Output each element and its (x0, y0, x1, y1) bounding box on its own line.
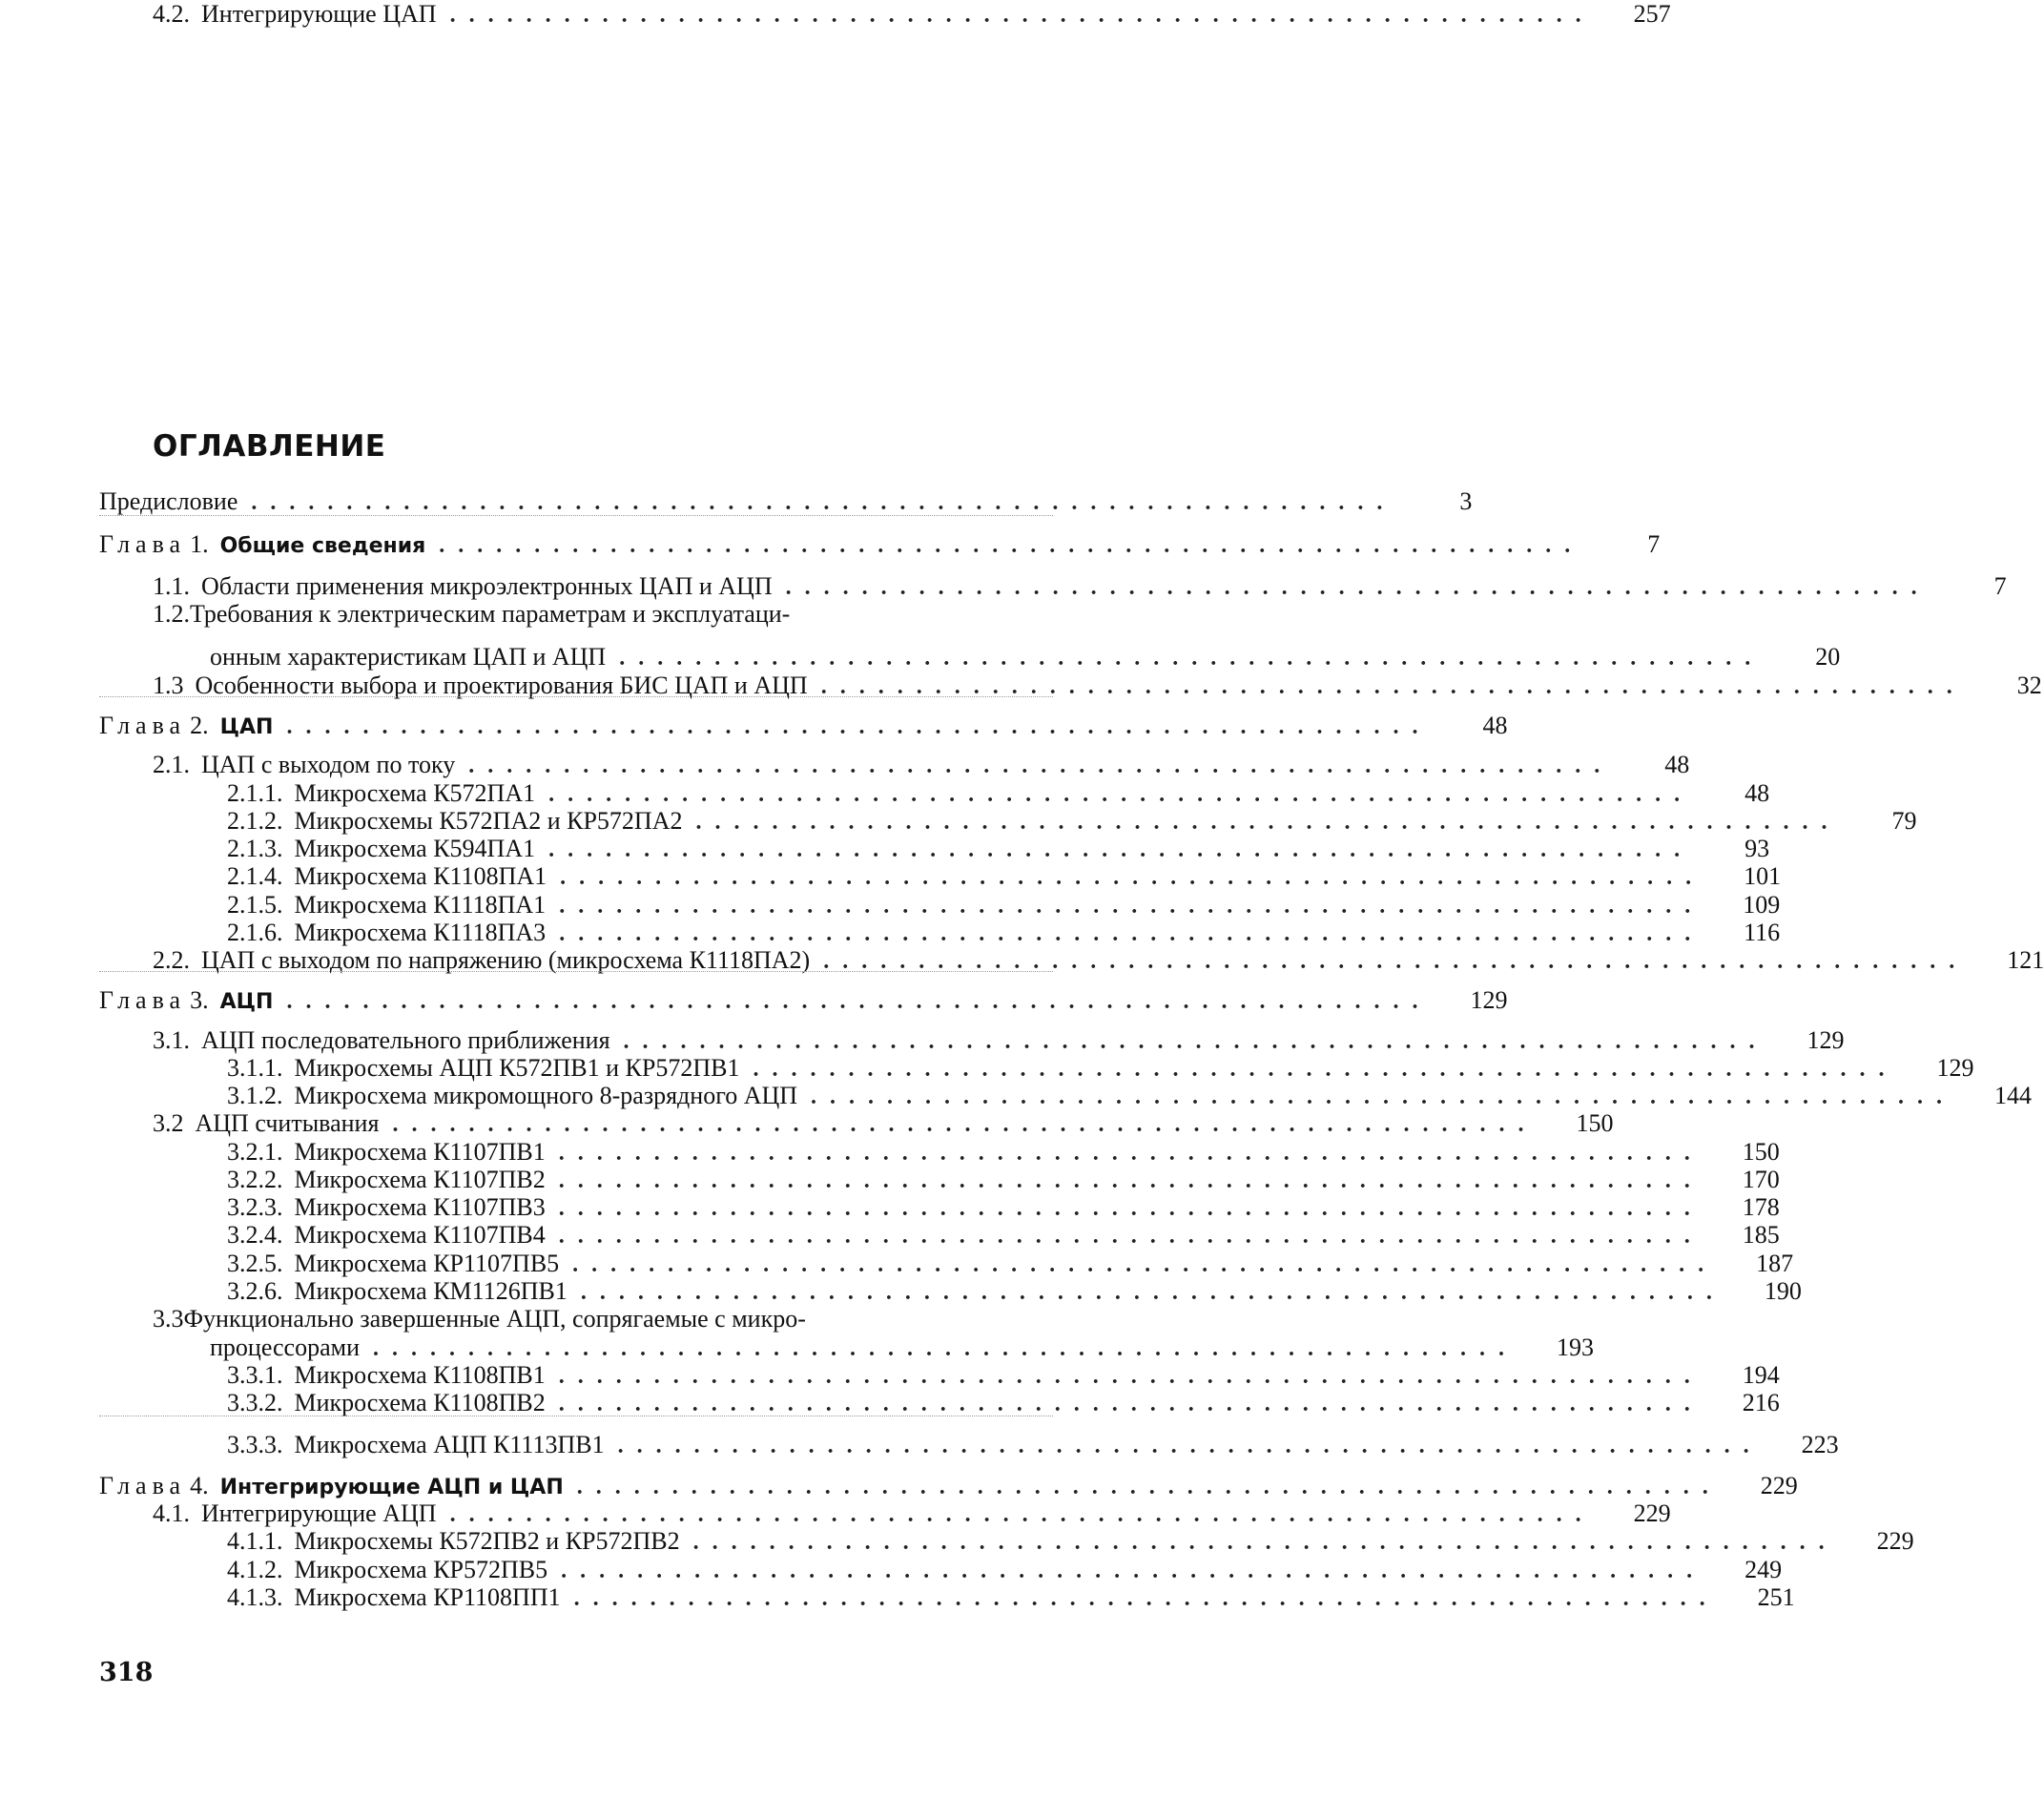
toc-entry-line (153, 600, 790, 629)
toc-entry[interactable] (99, 1361, 1780, 1390)
toc-entry-page: 170 (1742, 1166, 1780, 1193)
toc-entry-number: 3.1.2. (227, 1082, 283, 1109)
toc-entry[interactable] (99, 1082, 2033, 1110)
toc-entry-title: АЦП (219, 990, 274, 1014)
toc-entry-number: 3.2.3. (227, 1193, 283, 1221)
toc-entry-title: Микросхема К1118ПА3 (294, 919, 547, 946)
toc-entry-title: Микросхема КР1107ПВ5 (294, 1250, 560, 1277)
toc-entry[interactable] (99, 1138, 1780, 1167)
toc-entry-title: Микросхема К1107ПВ4 (294, 1221, 546, 1249)
toc-entry[interactable] (99, 807, 1917, 836)
toc-entry-page: 109 (1743, 891, 1781, 919)
page-title: ОГЛАВЛЕНИЕ (153, 429, 386, 464)
toc-entry-title: Интегрирующие АЦП и ЦАП (219, 1476, 564, 1499)
toc-entry-title-continuation: процессорами (210, 1333, 361, 1361)
toc-entry-title: Интегрирующие ЦАП (201, 0, 437, 28)
toc-entry[interactable] (99, 1250, 1794, 1278)
toc-entry-page: 229 (1876, 1527, 1914, 1555)
toc-entry-number: 3.2.2. (227, 1166, 283, 1193)
toc-entry[interactable] (99, 751, 1690, 779)
toc-entry-page: 229 (1633, 1499, 1671, 1527)
toc-entry-page: 129 (1470, 986, 1508, 1014)
dot-leader: ............................................................ (558, 1224, 1703, 1249)
toc-entry-title: Микросхемы АЦП К572ПВ1 и КР572ПВ1 (294, 1054, 740, 1082)
section-separator (99, 971, 1053, 973)
toc-entry-title: Микросхема К572ПА1 (294, 779, 536, 807)
dot-leader: ............................................................ (572, 1252, 1718, 1277)
toc-entry-page: 48 (1745, 779, 1770, 807)
toc-entry-title: Микросхема К1108ПА1 (294, 862, 547, 890)
dot-leader: ............................................................ (548, 782, 1694, 807)
toc-entry-title: Микросхема К1107ПВ2 (294, 1166, 546, 1193)
toc-entry-title: Микросхема К1118ПА1 (294, 891, 547, 919)
dot-leader: ............................................................ (623, 1029, 1768, 1054)
chapter-label: Глава (99, 530, 187, 558)
toc-entry-number: 2. (190, 712, 209, 739)
toc-entry-title-continuation: онным характеристикам ЦАП и АЦП (210, 643, 607, 671)
chapter-label: Глава (99, 1472, 187, 1499)
toc-entry[interactable] (99, 1277, 1802, 1306)
toc-entry[interactable] (99, 835, 1770, 863)
dot-leader: ............................................................ (573, 1586, 1719, 1611)
toc-entry-page: 48 (1664, 751, 1690, 778)
toc-entry-page: 185 (1742, 1221, 1780, 1249)
toc-entry-title: Микросхема КР572ПВ5 (294, 1556, 548, 1583)
toc-entry-page: 116 (1744, 919, 1781, 946)
toc-entry-title: АЦП считывания (195, 1109, 380, 1137)
toc-entry-number: 3.3.3. (227, 1431, 283, 1458)
toc-entry-number: 4.1.1. (227, 1527, 283, 1555)
toc-entry-page: 216 (1742, 1389, 1780, 1416)
toc-entry-number: 4.1.3. (227, 1583, 283, 1611)
toc-entry-page: 251 (1757, 1583, 1795, 1611)
dot-leader: ............................................................ (695, 810, 1841, 835)
toc-entry-title: Интегрирующие АЦП (201, 1499, 437, 1527)
toc-entry[interactable] (99, 862, 1782, 891)
toc-entry-page: 229 (1760, 1472, 1798, 1499)
toc-entry-page: 194 (1742, 1361, 1780, 1389)
dot-leader: ............................................................ (449, 1502, 1595, 1527)
dot-leader: ............................................................ (558, 1196, 1703, 1221)
dot-leader: ............................................................ (785, 575, 1930, 600)
toc-entry-title: Микросхема КМ1126ПВ1 (294, 1277, 568, 1305)
section-separator (99, 515, 1053, 517)
toc-entry-page: 223 (1801, 1431, 1839, 1458)
toc-chapter[interactable] (99, 1472, 1798, 1500)
dot-leader: ............................................................ (823, 949, 1969, 974)
dot-leader: ............................................................ (753, 1057, 1898, 1082)
dot-leader: ............................................................ (576, 1475, 1722, 1499)
toc-entry-number: 3.2.1. (227, 1138, 283, 1166)
toc-entry-title: Микросхема К594ПА1 (294, 835, 536, 862)
toc-entry-number: 2.1.3. (227, 835, 283, 862)
toc-entry[interactable] (99, 1109, 1614, 1138)
toc-entry[interactable] (99, 1556, 1783, 1584)
toc-entry-number: 2.1.6. (227, 919, 283, 946)
dot-leader: ............................................................ (820, 674, 1966, 699)
dot-leader: ............................................................ (468, 754, 1614, 778)
page-number: 318 (99, 1658, 154, 1687)
toc-entry-number: 3.3.1. (227, 1361, 283, 1389)
toc-entry-page: 32 (2016, 672, 2042, 699)
toc-entry-number: 3.3 (153, 1305, 184, 1333)
toc-entry[interactable] (99, 643, 1841, 672)
toc-entry[interactable] (99, 1054, 1974, 1083)
dot-leader: ............................................................ (558, 1141, 1703, 1166)
toc-entry[interactable] (99, 1333, 1595, 1362)
toc-entry-number: 4.1.2. (227, 1556, 283, 1583)
toc-entry-page: 193 (1557, 1333, 1595, 1361)
toc-entry-title: Микросхема К1108ПВ1 (294, 1361, 546, 1389)
dot-leader: ............................................................ (286, 714, 1432, 739)
toc-entry[interactable] (99, 1527, 1914, 1556)
toc-entry-line (153, 1305, 806, 1333)
dot-leader: ............................................................ (558, 1364, 1703, 1389)
toc-entry-page: 150 (1742, 1138, 1780, 1166)
toc-entry-title: Микросхема КР1108ПП1 (294, 1583, 561, 1611)
toc-entry-number: 3.1.1. (227, 1054, 283, 1082)
dot-leader: ............................................................ (692, 1530, 1838, 1555)
toc-entry-title: Микросхема АЦП К1113ПВ1 (294, 1431, 605, 1458)
toc-entry-page: 178 (1742, 1193, 1780, 1221)
toc-entry-title: Предисловие (99, 487, 238, 515)
dot-leader: ............................................................ (548, 837, 1694, 862)
dot-leader: ............................................................ (449, 3, 1595, 28)
toc-entry-page: 249 (1745, 1556, 1783, 1583)
toc-entry[interactable] (99, 572, 2007, 601)
toc-entry-number: 3. (190, 986, 209, 1014)
toc-entry-page: 190 (1764, 1277, 1802, 1305)
chapter-label: Глава (99, 712, 187, 739)
toc-entry-title: Микросхема К1107ПВ1 (294, 1138, 546, 1166)
toc-entry-title: ЦАП с выходом по напряжению (микросхема К1118ПА2) (201, 946, 811, 974)
toc-entry-number: 2.1. (153, 751, 190, 778)
toc-entry-title: Особенности выбора и проектирования БИС ЦАП и АЦП (195, 672, 808, 699)
toc-entry-number: 2.1.4. (227, 862, 283, 890)
dot-leader: ............................................................ (558, 1392, 1703, 1416)
toc-entry-page: 121 (2007, 946, 2044, 974)
toc-entry[interactable] (99, 1026, 1845, 1055)
toc-entry-number: 3.2 (153, 1109, 184, 1137)
toc-entry-number: 1. (190, 530, 209, 558)
dot-leader: ............................................................ (560, 865, 1705, 890)
toc-entry-number: 3.2.6. (227, 1277, 283, 1305)
toc-entry-title: Микросхемы К572ПВ2 и КР572ПВ2 (294, 1527, 680, 1555)
dot-leader: ............................................................ (559, 894, 1704, 919)
toc-entry-page: 20 (1815, 643, 1841, 671)
toc-entry-number: 2.1.5. (227, 891, 283, 919)
chapter-label: Глава (99, 986, 187, 1014)
toc-entry-page: 144 (1994, 1082, 2033, 1109)
toc-entry-page: 129 (1807, 1026, 1845, 1054)
toc-entry-title: Микросхема К1108ПВ2 (294, 1389, 546, 1416)
toc-entry-page: 48 (1482, 712, 1508, 739)
toc-chapter[interactable] (99, 530, 1661, 559)
toc-entry-number: 4.1. (153, 1499, 190, 1527)
toc-entry-number: 1.2. (153, 600, 190, 628)
toc-entry-number: 3.2.5. (227, 1250, 283, 1277)
dot-leader: ............................................................ (617, 1434, 1763, 1458)
toc-entry[interactable] (99, 1166, 1780, 1194)
toc-entry-title: ЦАП (219, 715, 274, 739)
toc-entry-title: Микросхема К1107ПВ3 (294, 1193, 546, 1221)
toc-entry-number: 3.2.4. (227, 1221, 283, 1249)
toc-entry[interactable] (99, 1431, 1839, 1459)
toc-entry[interactable] (99, 919, 1781, 947)
toc-entry[interactable] (99, 1499, 1671, 1528)
dot-leader: ............................................................ (580, 1280, 1725, 1305)
dot-leader: ............................................................ (619, 646, 1765, 671)
toc-entry-number: 4. (190, 1472, 209, 1499)
toc-entry-page: 3 (1459, 487, 1473, 515)
toc-entry-number: 4.2. (153, 0, 190, 28)
toc-entry-title: Требования к электрическим параметрам и эксплуатаци- (190, 600, 791, 628)
toc-entry-number: 1.1. (153, 572, 190, 600)
toc-entry-number: 2.1.2. (227, 807, 283, 835)
toc-entry-page: 7 (1647, 530, 1661, 558)
toc-entry-page: 101 (1744, 862, 1782, 890)
toc-chapter[interactable] (99, 986, 1508, 1015)
toc-entry-number: 1.3 (153, 672, 184, 699)
toc-entry-page: 7 (1993, 572, 2007, 600)
toc-entry-number: 3.3.2. (227, 1389, 283, 1416)
dot-leader: ............................................................ (561, 1559, 1706, 1583)
toc-chapter[interactable] (99, 712, 1508, 740)
toc-entry[interactable] (99, 487, 1473, 516)
section-separator (99, 1416, 1053, 1417)
dot-leader: ............................................................ (392, 1112, 1538, 1137)
toc-entry-title: Общие сведения (219, 534, 426, 558)
toc-entry[interactable] (99, 891, 1781, 920)
dot-leader: ............................................................ (373, 1336, 1518, 1361)
toc-entry-title: Микросхема микромощного 8-разрядного АЦП (294, 1082, 798, 1109)
toc-entry[interactable] (99, 0, 1671, 29)
toc-entry-page: 187 (1756, 1250, 1794, 1277)
toc-entry-page: 79 (1891, 807, 1917, 835)
toc-entry[interactable] (99, 1221, 1780, 1250)
toc-entry-title: Области применения микроэлектронных ЦАП и АЦП (201, 572, 773, 600)
dot-leader: ............................................................ (439, 533, 1584, 558)
toc-entry-page: 129 (1936, 1054, 1974, 1082)
dot-leader: ............................................................ (558, 1168, 1703, 1193)
dot-leader: ............................................................ (251, 490, 1396, 515)
toc-entry[interactable] (99, 1389, 1780, 1417)
toc-entry-page: 93 (1745, 835, 1770, 862)
toc-entry[interactable] (99, 1193, 1780, 1222)
dot-leader: ............................................................ (559, 921, 1704, 946)
dot-leader: ............................................................ (811, 1085, 1956, 1109)
toc-entry-number: 2.2. (153, 946, 190, 974)
table-of-contents (99, 0, 2044, 1819)
toc-entry[interactable] (99, 1583, 1795, 1612)
toc-entry[interactable] (99, 779, 1770, 808)
toc-entry-title: Функционально завершенные АЦП, сопрягаемые с микро- (183, 1305, 806, 1333)
toc-entry-number: 2.1.1. (227, 779, 283, 807)
section-separator (99, 696, 1053, 698)
toc-entry-page: 150 (1576, 1109, 1614, 1137)
dot-leader: ............................................................ (286, 989, 1432, 1014)
toc-entry-title: Микросхемы К572ПА2 и КР572ПА2 (294, 807, 683, 835)
toc-entry-page: 257 (1633, 0, 1671, 28)
toc-entry-title: ЦАП с выходом по току (201, 751, 456, 778)
toc-entry-title: АЦП последовательного приближения (201, 1026, 610, 1054)
toc-entry-number: 3.1. (153, 1026, 190, 1054)
